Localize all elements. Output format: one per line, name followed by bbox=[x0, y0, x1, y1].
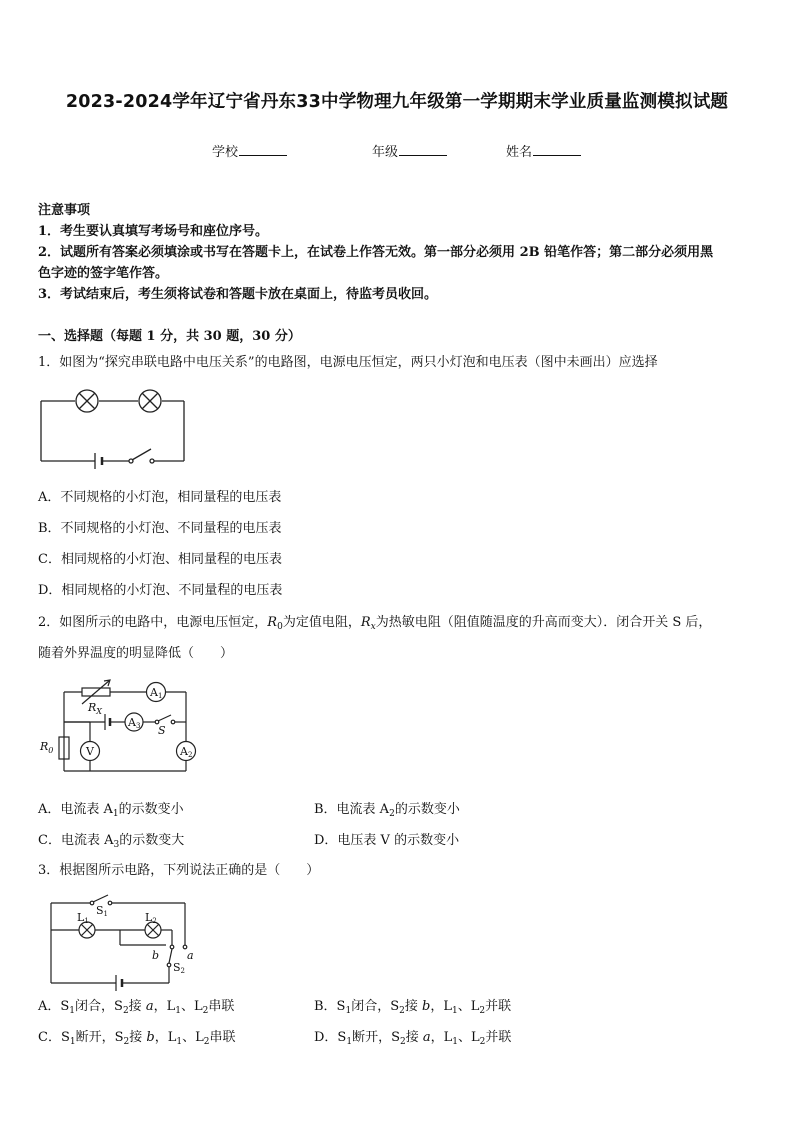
notice-item-2: 2．试题所有答案必须填涂或书写在答题卡上，在试卷上作答无效。第一部分必须用 2B 铅笔作答；第二部分必须用黑 bbox=[38, 245, 714, 260]
notice-item-3: 3．考试结束后，考生须将试卷和答题卡放在桌面上，待监考员收回。 bbox=[38, 287, 438, 302]
school-field[interactable] bbox=[212, 141, 287, 160]
q1-option-b[interactable]: B．不同规格的小灯泡、不同量程的电压表 bbox=[38, 521, 282, 536]
q1-option-a[interactable]: A．不同规格的小灯泡，相同量程的电压表 bbox=[38, 490, 282, 505]
q2-stem-line2: 随着外界温度的明显降低（ ） bbox=[38, 646, 234, 661]
name-field[interactable] bbox=[506, 141, 581, 160]
q1-circuit-diagram bbox=[38, 385, 188, 467]
svg-text:a: a bbox=[187, 949, 194, 962]
q2-option-c[interactable]: C．电流表 $A_3$的示数变大 bbox=[38, 833, 185, 850]
grade-label: 年级 bbox=[372, 145, 399, 160]
svg-text:R0: $R_0$ bbox=[40, 740, 54, 755]
svg-text:A3: A3 bbox=[128, 716, 141, 730]
section-heading: 一、选择题（每题 1 分，共 30 题，30 分） bbox=[38, 329, 301, 344]
grade-field[interactable] bbox=[372, 141, 447, 160]
svg-text:L2: L2 bbox=[145, 911, 157, 925]
q3-circuit-diagram bbox=[38, 893, 198, 989]
q2-option-d[interactable]: D．电压表 V 的示数变小 bbox=[314, 833, 460, 848]
svg-text:V: V bbox=[86, 745, 94, 758]
svg-text:S2: S2 bbox=[173, 961, 186, 975]
q3-option-d[interactable]: D．$S_1$断开，$S_2$接 a，$L_1$、$L_2$并联 bbox=[314, 1030, 512, 1047]
svg-text:S: S bbox=[158, 724, 166, 737]
svg-text:RX: $R_X$ bbox=[88, 701, 102, 716]
q1-option-d[interactable]: D．相同规格的小灯泡、不同量程的电压表 bbox=[38, 583, 283, 598]
name-blank[interactable] bbox=[533, 143, 581, 156]
q3-option-a[interactable]: A．$S_1$闭合，$S_2$接 a，$L_1$、$L_2$串联 bbox=[38, 999, 235, 1016]
q2-option-a[interactable]: A．电流表 $A_1$的示数变小 bbox=[38, 802, 184, 819]
q2-option-b[interactable]: B．电流表 $A_2$的示数变小 bbox=[314, 802, 460, 819]
notice-item-2-cont: 色字迹的签字笔作答。 bbox=[38, 266, 169, 281]
svg-text:b: b bbox=[152, 949, 160, 962]
q3-option-b[interactable]: B．$S_1$闭合，$S_2$接 b，$L_1$、$L_2$并联 bbox=[314, 999, 512, 1016]
notice-item-1: 1．考生要认真填写考场号和座位序号。 bbox=[38, 224, 269, 239]
page-title: 2023-2024学年辽宁省丹东33中学物理九年级第一学期期末学业质量监测模拟试题 bbox=[65, 92, 729, 112]
svg-text:S1: S1 bbox=[96, 904, 109, 918]
school-blank[interactable] bbox=[239, 143, 287, 156]
name-label: 姓名 bbox=[506, 145, 533, 160]
svg-text:A2: A2 bbox=[180, 745, 193, 759]
q2-circuit-diagram bbox=[38, 677, 198, 777]
school-label: 学校 bbox=[212, 145, 239, 160]
q3-stem: 3．根据图所示电路，下列说法正确的是（ ） bbox=[38, 863, 320, 878]
q3-option-c[interactable]: C．$S_1$断开，$S_2$接 b，$L_1$、$L_2$串联 bbox=[38, 1030, 236, 1047]
grade-blank[interactable] bbox=[399, 143, 447, 156]
q1-stem: 1．如图为“探究串联电路中电压关系”的电路图，电源电压恒定，两只小灯泡和电压表（图中未画出）应选择 bbox=[38, 355, 658, 370]
svg-text:A1: A1 bbox=[150, 686, 163, 700]
notice-heading: 注意事项 bbox=[38, 203, 91, 218]
q2-stem: 2．如图所示的电路中，电源电压恒定，$R_0$为定值电阻，$R_x$为热敏电阻（阻值随温度的升高而变大）．闭合开关 S 后， bbox=[38, 615, 712, 632]
svg-text:L1: L1 bbox=[77, 911, 89, 925]
q1-option-c[interactable]: C．相同规格的小灯泡、相同量程的电压表 bbox=[38, 552, 282, 567]
